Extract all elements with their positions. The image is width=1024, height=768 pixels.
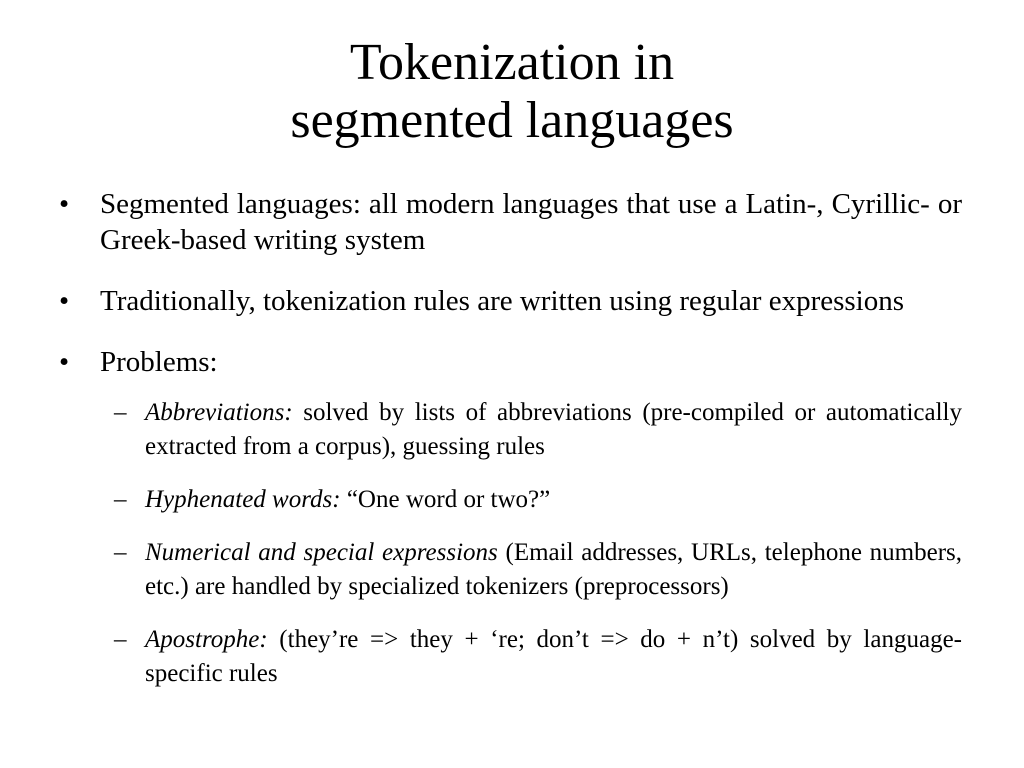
sub-bullet-term: Abbreviations: xyxy=(145,399,293,426)
bullet-item xyxy=(59,344,962,380)
bullet-marker: • xyxy=(59,346,70,378)
bullet-list xyxy=(0,186,1024,710)
sub-bullet-term: Numerical and special expressions xyxy=(145,539,498,566)
sub-bullet-text: (Email addresses, URLs, telephone numbers, etc.) are handled by specialized tokenizers (preprocessors) xyxy=(145,539,962,600)
bullet-marker: • xyxy=(59,188,70,220)
sub-bullet-item xyxy=(114,483,962,517)
sub-bullet-text: solved by lists of abbreviations (pre-compiled or automatically extracted from a corpus), guessing rules xyxy=(145,399,962,460)
sub-bullet-term: Apostrophe: xyxy=(145,626,268,653)
bullet-text: Problems: xyxy=(100,346,218,378)
sub-bullet-text: (they’re => they + ‘re; don’t => do + n’t) solved by language-specific rules xyxy=(145,626,962,687)
bullet-item xyxy=(59,283,962,319)
sub-bullet-marker: – xyxy=(114,626,127,653)
slide-title-line-1: Tokenization in xyxy=(349,34,675,91)
bullet-item xyxy=(59,186,962,258)
sub-bullet-term: Hyphenated words: xyxy=(145,486,341,513)
sub-bullet-item xyxy=(114,396,962,464)
sub-bullet-marker: – xyxy=(114,539,127,566)
sub-bullet-item xyxy=(114,536,962,604)
slide-title-line-2: segmented languages xyxy=(290,92,734,149)
bullet-text: Segmented languages: all modern languages that use a Latin-, Cyrillic- or Greek-based writing system xyxy=(100,188,962,256)
sub-bullet-marker: – xyxy=(114,486,127,513)
slide-title xyxy=(0,34,1024,150)
bullet-marker: • xyxy=(59,285,70,317)
bullet-text: Traditionally, tokenization rules are written using regular expressions xyxy=(100,285,905,317)
sub-bullet-item xyxy=(114,623,962,691)
sub-bullet-marker: – xyxy=(114,399,127,426)
sub-bullet-text: “One word or two?” xyxy=(340,486,551,513)
